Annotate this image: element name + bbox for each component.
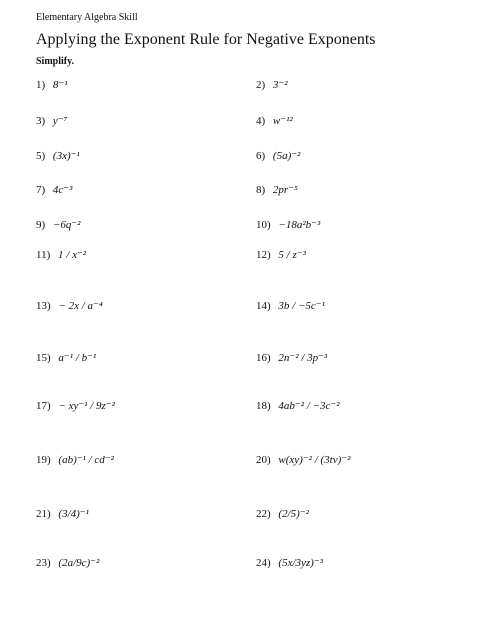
problem-expression: (5x/3yz)⁻³ bbox=[278, 557, 323, 569]
problem-20 bbox=[256, 453, 350, 466]
problem-expression: (2a/9c)⁻² bbox=[58, 557, 100, 569]
problem-number: 1) bbox=[36, 79, 46, 91]
problem-number: 15) bbox=[36, 352, 51, 364]
problem-expression: 4ab⁻² / −3c⁻² bbox=[278, 400, 340, 412]
problem-number: 24) bbox=[256, 557, 271, 569]
problem-number: 16) bbox=[256, 352, 271, 364]
problem-number: 13) bbox=[36, 300, 51, 312]
problem-5 bbox=[36, 149, 80, 162]
problem-expression: 3b / −5c⁻¹ bbox=[278, 300, 325, 312]
problem-1 bbox=[36, 78, 68, 91]
problem-13 bbox=[36, 299, 103, 312]
problem-9 bbox=[36, 218, 80, 231]
problem-6 bbox=[256, 149, 300, 162]
problem-number: 11) bbox=[36, 249, 51, 261]
problem-number: 3) bbox=[36, 115, 46, 127]
problem-23 bbox=[36, 556, 99, 569]
problem-4 bbox=[256, 114, 293, 127]
problem-number: 2) bbox=[256, 79, 266, 91]
problem-expression: (3x)⁻¹ bbox=[52, 150, 80, 162]
problem-expression: 2pr⁻⁵ bbox=[272, 184, 298, 196]
problem-18 bbox=[256, 399, 340, 412]
instruction-text: Simplify. bbox=[36, 56, 75, 67]
problem-16 bbox=[256, 351, 327, 364]
problem-expression: w⁻¹² bbox=[272, 115, 293, 127]
problem-number: 23) bbox=[36, 557, 51, 569]
problem-expression: 3⁻² bbox=[272, 79, 288, 91]
problem-expression: 4c⁻³ bbox=[52, 184, 73, 196]
worksheet-header: Elementary Algebra Skill bbox=[36, 12, 138, 23]
problem-number: 5) bbox=[36, 150, 46, 162]
problem-expression: 5 / z⁻³ bbox=[278, 249, 306, 261]
problem-15 bbox=[36, 351, 96, 364]
problem-expression: (3/4)⁻¹ bbox=[58, 508, 89, 520]
problem-expression: − 2x / a⁻⁴ bbox=[58, 300, 103, 312]
problem-21 bbox=[36, 507, 89, 520]
problem-3 bbox=[36, 114, 67, 127]
problem-2 bbox=[256, 78, 288, 91]
problem-expression: − xy⁻¹ / 9z⁻² bbox=[58, 400, 115, 412]
problem-expression: −18a²b⁻³ bbox=[278, 219, 321, 231]
problem-expression: (2/5)⁻² bbox=[278, 508, 309, 520]
problem-number: 10) bbox=[256, 219, 271, 231]
problem-expression: (ab)⁻¹ / cd⁻² bbox=[58, 454, 114, 466]
problem-number: 4) bbox=[256, 115, 266, 127]
problem-expression: 2n⁻² / 3p⁻³ bbox=[278, 352, 328, 364]
problem-expression: −6q⁻² bbox=[52, 219, 81, 231]
problem-24 bbox=[256, 556, 323, 569]
problem-number: 9) bbox=[36, 219, 46, 231]
problem-expression: 8⁻¹ bbox=[52, 79, 68, 91]
problem-number: 22) bbox=[256, 508, 271, 520]
problem-number: 18) bbox=[256, 400, 271, 412]
problem-14 bbox=[256, 299, 325, 312]
problem-number: 7) bbox=[36, 184, 46, 196]
problem-10 bbox=[256, 218, 320, 231]
page-title: Applying the Exponent Rule for Negative Exponents bbox=[36, 31, 376, 48]
problem-number: 21) bbox=[36, 508, 51, 520]
problem-number: 20) bbox=[256, 454, 271, 466]
problem-number: 17) bbox=[36, 400, 51, 412]
problem-11 bbox=[36, 248, 86, 261]
problem-number: 19) bbox=[36, 454, 51, 466]
problem-expression: w(xy)⁻² / (3tv)⁻² bbox=[278, 454, 351, 466]
problem-22 bbox=[256, 507, 309, 520]
problem-19 bbox=[36, 453, 114, 466]
problem-number: 8) bbox=[256, 184, 266, 196]
problem-17 bbox=[36, 399, 115, 412]
problem-12 bbox=[256, 248, 306, 261]
problem-7 bbox=[36, 183, 72, 196]
problem-expression: a⁻¹ / b⁻¹ bbox=[58, 352, 97, 364]
problem-number: 12) bbox=[256, 249, 271, 261]
problem-number: 6) bbox=[256, 150, 266, 162]
problem-expression: y⁻⁷ bbox=[52, 115, 68, 127]
problem-8 bbox=[256, 183, 298, 196]
problem-number: 14) bbox=[256, 300, 271, 312]
problem-expression: 1 / x⁻² bbox=[58, 249, 87, 261]
problem-expression: (5a)⁻² bbox=[272, 150, 301, 162]
